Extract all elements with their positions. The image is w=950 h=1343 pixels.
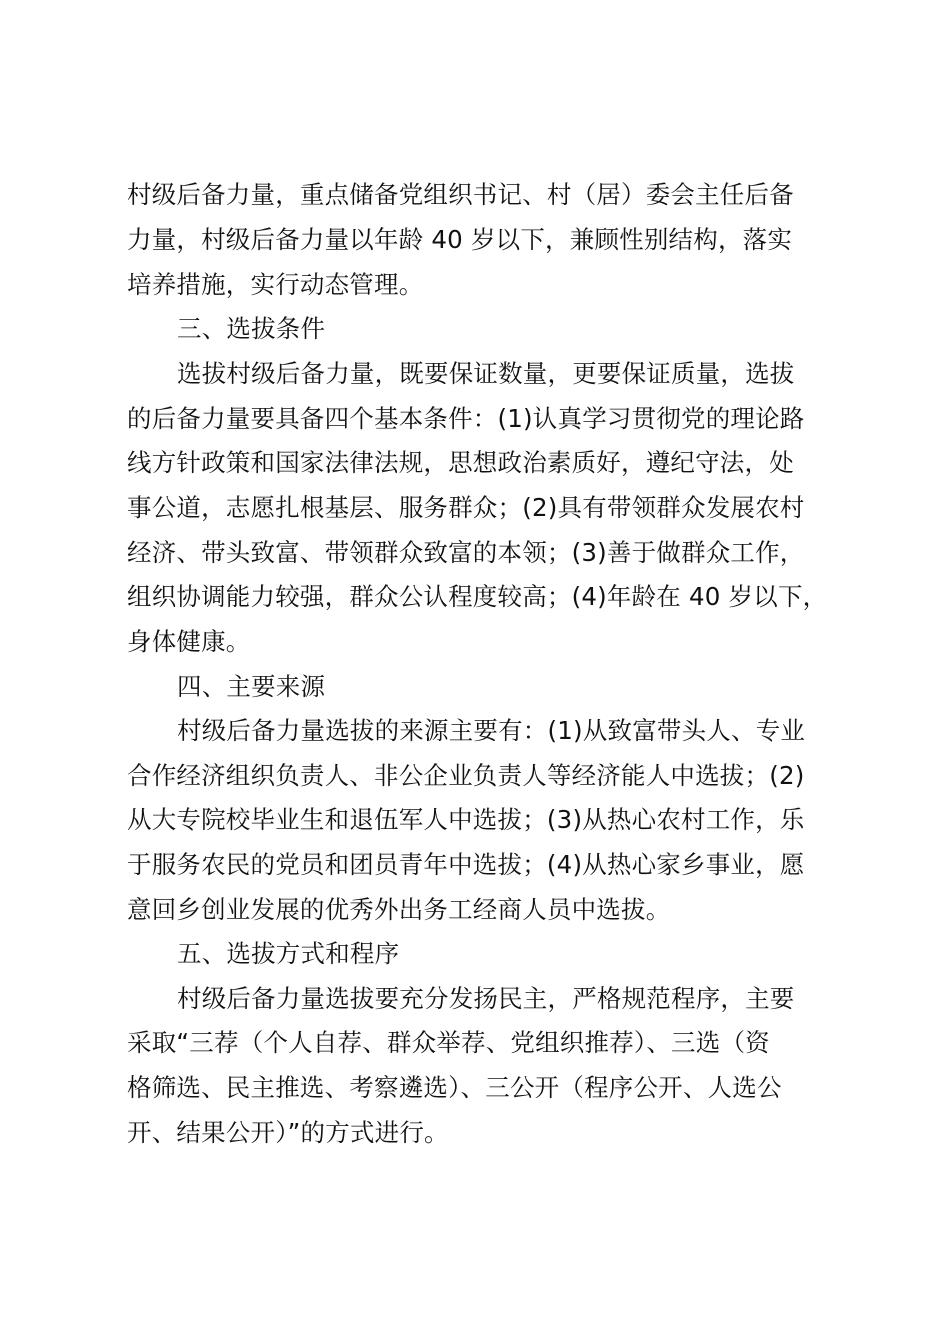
body-text-line: 线方针政策和国家法律法规，思想政治素质好，遵纪守法，处	[127, 448, 794, 477]
paragraph-first-line: 村级后备力量选拔的来源主要有：(1)从致富带头人、专业	[177, 716, 806, 745]
body-text-line: 事公道，志愿扎根基层、服务群众；(2)具有带领群众发展农村	[127, 493, 805, 522]
paragraph-first-line: 选拔村级后备力量，既要保证数量，更要保证质量，选拔	[177, 359, 795, 388]
section-heading: 五、选拔方式和程序	[177, 939, 400, 968]
body-text-line: 于服务农民的党员和团员青年中选拔；(4)从热心家乡事业，愿	[127, 850, 805, 879]
body-text-line: 意回乡创业发展的优秀外出务工经商人员中选拔。	[127, 895, 671, 924]
body-text-line: 身体健康。	[127, 627, 251, 656]
body-text-line: 村级后备力量，重点储备党组织书记、村（居）委会主任后备	[127, 180, 794, 209]
body-text-line: 从大专院校毕业生和退伍军人中选拔；(3)从热心农村工作，乐	[127, 805, 805, 834]
body-text-line: 格筛选、民主推选、考察遴选）、三公开（程序公开、人选公	[127, 1073, 782, 1102]
paragraph-first-line: 村级后备力量选拔要充分发扬民主，严格规范程序，主要	[177, 984, 795, 1013]
body-text-line: 培养措施，实行动态管理。	[127, 270, 424, 299]
body-text-line: 合作经济组织负责人、非公企业负责人等经济能人中选拔；(2)	[127, 761, 805, 790]
body-text-line: 采取“三荐（个人自荐、群众举荐、党组织推荐）、三选（资	[127, 1028, 770, 1057]
body-text-line: 的后备力量要具备四个基本条件：(1)认真学习贯彻党的理论路	[127, 404, 805, 433]
body-text-line: 经济、带头致富、带领群众致富的本领；(3)善于做群众工作，	[127, 538, 805, 567]
section-heading: 三、选拔条件	[177, 314, 326, 343]
body-text-line: 开、结果公开）”的方式进行。	[127, 1118, 449, 1147]
body-text-line: 力量，村级后备力量以年龄 40 岁以下，兼顾性别结构，落实	[127, 225, 793, 254]
body-text-line: 组织协调能力较强，群众公认程度较高；(4)年龄在 40 岁以下，	[127, 582, 828, 611]
section-heading: 四、主要来源	[177, 672, 326, 701]
